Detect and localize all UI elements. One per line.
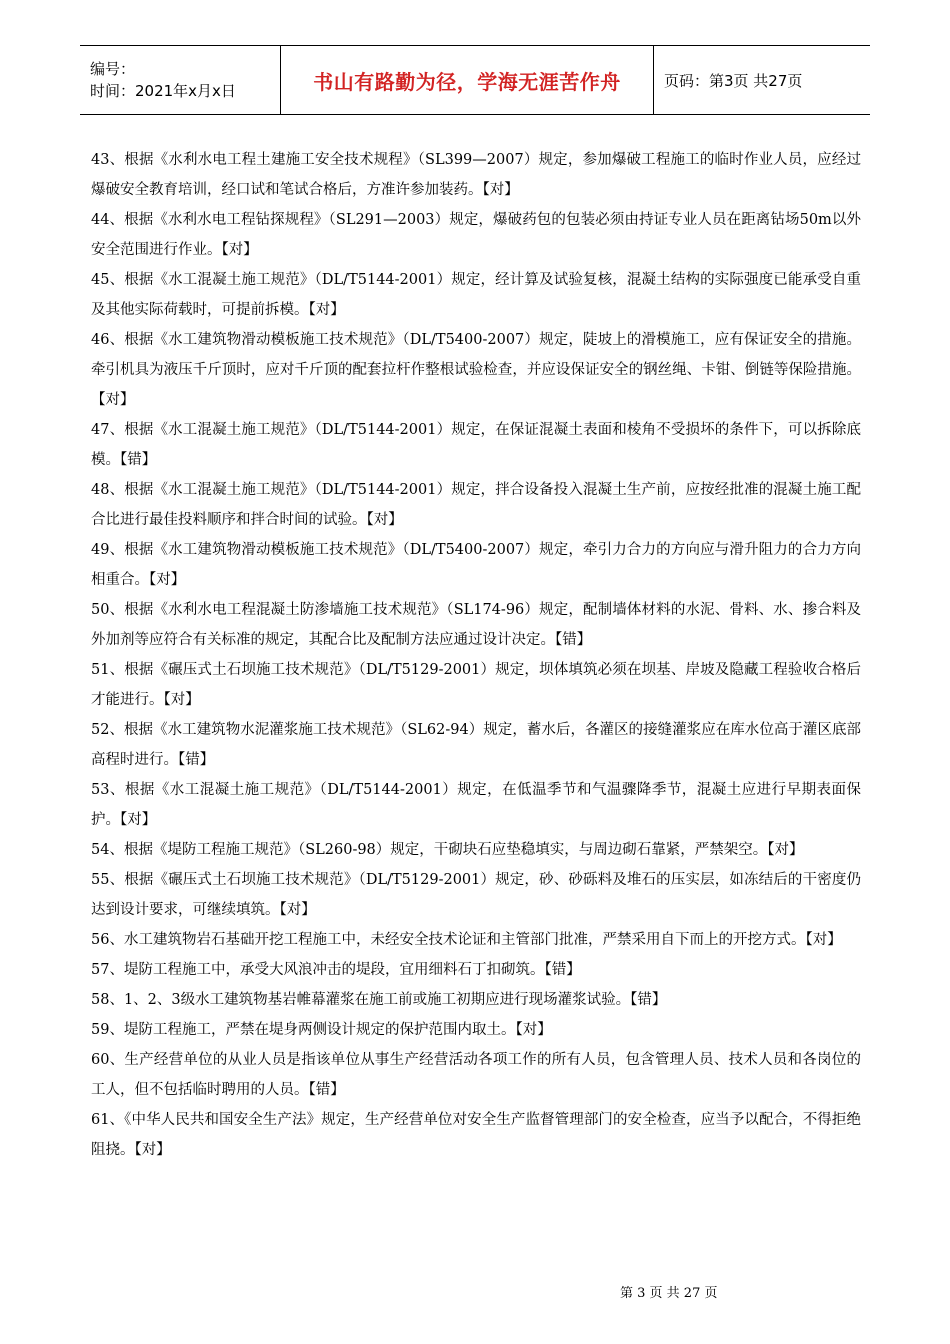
header-motto: 书山有路勤为径，学海无涯苦作舟	[280, 46, 654, 114]
list-item: 54、根据《堤防工程施工规范》（SL260-98）规定，干砌块石应垫稳填实，与周边砌石靠紧，严禁架空。【对】	[91, 842, 804, 858]
page-footer: 第 3 页 共 27 页	[620, 1286, 718, 1301]
list-item: 47、根据《水工混凝土施工规范》（DL/T5144-2001）规定，在保证混凝土表面和棱角不受损坏的条件下，可以拆除底模。【错】	[91, 422, 861, 468]
question-list	[91, 145, 861, 1165]
header-meta	[80, 46, 280, 114]
date-label: 时间：2021年x月x日	[90, 82, 236, 100]
page-header	[80, 45, 870, 115]
number-label: 编号：	[90, 60, 136, 78]
list-item: 44、根据《水利水电工程钻探规程》（SL291—2003）规定，爆破药包的包装必须由持证专业人员在距离钻场50m以外安全范围进行作业。【对】	[91, 212, 861, 258]
list-item: 45、根据《水工混凝土施工规范》（DL/T5144-2001）规定，经计算及试验复核，混凝土结构的实际强度已能承受自重及其他实际荷载时，可提前拆模。【对】	[91, 272, 861, 318]
list-item: 52、根据《水工建筑物水泥灌浆施工技术规范》（SL62-94）规定，蓄水后，各灌区的接缝灌浆应在库水位高于灌区底部高程时进行。【错】	[91, 722, 861, 768]
list-item: 59、堤防工程施工，严禁在堤身两侧设计规定的保护范围内取土。【对】	[91, 1022, 552, 1038]
list-item: 43、根据《水利水电工程土建施工安全技术规程》（SL399—2007）规定，参加爆破工程施工的临时作业人员，应经过爆破安全教育培训，经口试和笔试合格后，方准许参加装药。【对】	[91, 152, 861, 198]
list-item: 51、根据《碾压式土石坝施工技术规范》（DL/T5129-2001）规定，坝体填筑必须在坝基、岸坡及隐藏工程验收合格后才能进行。【对】	[91, 662, 861, 708]
list-item: 49、根据《水工建筑物滑动模板施工技术规范》（DL/T5400-2007）规定，牵引力合力的方向应与滑升阻力的合力方向相重合。【对】	[91, 542, 861, 588]
list-item: 58、1、2、3级水工建筑物基岩帷幕灌浆在施工前或施工初期应进行现场灌浆试验。【错】	[91, 992, 667, 1008]
list-item: 48、根据《水工混凝土施工规范》（DL/T5144-2001）规定，拌合设备投入混凝土生产前，应按经批准的混凝土施工配合比进行最佳投料顺序和拌合时间的试验。【对】	[91, 482, 861, 528]
header-page-info: 页码：第3页 共27页	[664, 71, 803, 90]
list-item: 60、生产经营单位的从业人员是指该单位从事生产经营活动各项工作的所有人员，包含管理人员、技术人员和各岗位的工人，但不包括临时聘用的人员。【错】	[91, 1052, 861, 1098]
list-item: 55、根据《碾压式土石坝施工技术规范》（DL/T5129-2001）规定，砂、砂砾料及堆石的压实层，如冻结后的干密度仍达到设计要求，可继续填筑。【对】	[91, 872, 861, 918]
list-item: 56、水工建筑物岩石基础开挖工程施工中，未经安全技术论证和主管部门批准，严禁采用自下而上的开挖方式。【对】	[91, 932, 842, 948]
list-item: 53、根据《水工混凝土施工规范》（DL/T5144-2001）规定，在低温季节和气温骤降季节，混凝土应进行早期表面保护。【对】	[91, 782, 861, 828]
list-item: 46、根据《水工建筑物滑动模板施工技术规范》（DL/T5400-2007）规定，陡坡上的滑模施工，应有保证安全的措施。牵引机具为液压千斤顶时，应对千斤顶的配套拉杆作整根试验检查，并应设保证安全的钢丝绳、卡钳、倒链等保险措施。【对】	[91, 332, 861, 408]
list-item: 57、堤防工程施工中，承受大风浪冲击的堤段，宜用细料石丁扣砌筑。【错】	[91, 962, 581, 978]
list-item: 61、《中华人民共和国安全生产法》规定，生产经营单位对安全生产监督管理部门的安全检查，应当予以配合，不得拒绝阻挠。【对】	[91, 1112, 861, 1158]
list-item: 50、根据《水利水电工程混凝土防渗墙施工技术规范》（SL174-96）规定，配制墙体材料的水泥、骨料、水、掺合料及外加剂等应符合有关标准的规定，其配合比及配制方法应通过设计决定。【错】	[91, 602, 861, 648]
